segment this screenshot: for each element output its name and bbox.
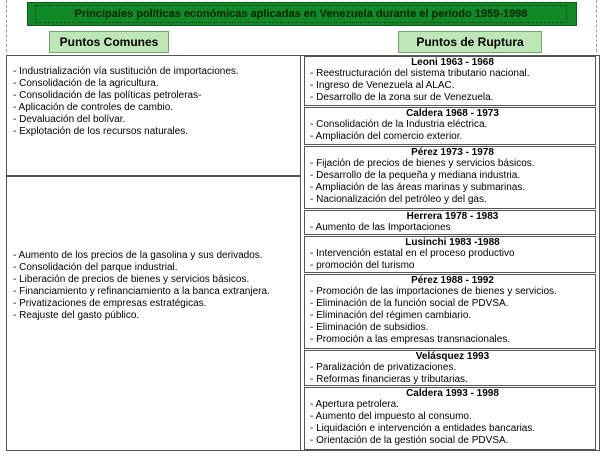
list-item: - Reestructuración del sistema tributario nacional. — [310, 68, 530, 79]
rupture-box-caldera-1993 — [304, 387, 596, 450]
rupture-box-perez-1973 — [304, 146, 596, 209]
list-item: - Ampliación del comercio exterior. — [310, 131, 463, 142]
list-item: - Reformas financieras y tributarias. — [310, 374, 468, 385]
period-header: Lusinchi 1983 -1988 — [405, 237, 500, 248]
list-item: - Privatizaciones de empresas estratégicas. — [13, 298, 207, 309]
period-header: Caldera 1993 - 1998 — [406, 388, 499, 399]
list-item: - Liberación de precios de bienes y servicios básicos. — [13, 274, 250, 285]
list-item: - Eliminación del régimen cambiario. — [310, 310, 472, 321]
list-item: - Aumento del impuesto al consumo. — [310, 411, 472, 422]
period-header: Caldera 1968 - 1973 — [406, 108, 499, 119]
list-item: - Aumento de las Importaciones — [310, 222, 451, 233]
list-item: - Consolidación de la agricultura. — [13, 78, 159, 89]
dashed-guide-right — [596, 0, 597, 52]
period-header: Pérez 1988 - 1992 — [411, 275, 494, 286]
list-item: - Aumento de los precios de la gasolina y sus derivados. — [13, 250, 263, 261]
list-item: - promoción del turismo — [310, 260, 415, 271]
list-item: - Paralización de privatizaciones. — [310, 362, 457, 373]
rupture-box-lusinchi — [304, 236, 596, 273]
tab-puntos-ruptura: Puntos de Ruptura — [398, 31, 542, 53]
diagram-title: Principales políticas económicas aplicadas en Venezuela durante el período 1959-1998 — [35, 5, 567, 23]
rupture-box-perez-1988 — [304, 274, 596, 349]
list-item: - Reajuste del gasto público. — [13, 310, 140, 321]
period-header: Pérez 1973 - 1978 — [411, 147, 494, 158]
list-item: - Nacionalización del petróleo y del gas. — [310, 194, 487, 205]
list-item: - Industrialización vía sustitución de importaciones. — [13, 66, 239, 77]
list-item: - Eliminación de subsidios. — [310, 322, 429, 333]
rupture-box-leoni — [304, 56, 596, 106]
list-item: - Devaluación del bolívar. — [13, 114, 126, 125]
list-item: - Desarrollo de la zona sur de Venezuela. — [310, 92, 494, 103]
list-item: - Promoción de las importaciones de bienes y servicios. — [310, 286, 557, 297]
list-item: - Orientación de la gestión social de PDVSA. — [310, 435, 509, 446]
period-header: Leoni 1963 - 1968 — [411, 57, 494, 68]
list-item: - Aplicación de controles de cambio. — [13, 102, 174, 113]
dashed-guide-left — [6, 0, 7, 52]
list-item: - Liquidación e intervención a entidades bancarias. — [310, 423, 536, 434]
rupture-box-caldera-1968 — [304, 107, 596, 145]
list-item: - Ampliación de las áreas marinas y submarinas. — [310, 182, 526, 193]
list-item: - Consolidación de las políticas petroleras- — [13, 90, 202, 101]
list-item: - Desarrollo de la pequeña y mediana industria. — [310, 170, 521, 181]
period-header: Velásquez 1993 — [415, 351, 490, 362]
list-item: - Apertura petrolera. — [310, 399, 399, 410]
tab-puntos-comunes: Puntos Comunes — [49, 31, 169, 53]
period-header: Herrera 1978 - 1983 — [406, 211, 499, 222]
rupture-box-herrera — [304, 210, 596, 235]
common-panel-bottom — [6, 176, 301, 451]
list-item: - Explotación de los recursos naturales. — [13, 126, 189, 137]
list-item: - Fijación de precios de bienes y servicios básicos. — [310, 158, 535, 169]
rupture-box-velasquez — [304, 350, 596, 386]
list-item: - Intervención estatal en el proceso productivo — [310, 248, 515, 259]
list-item: - Ingreso de Venezuela al ALAC. — [310, 80, 455, 91]
common-panel-top — [6, 55, 301, 176]
list-item: - Eliminación de la función social de PDVSA. — [310, 298, 509, 309]
list-item: - Promoción a las empresas transnacionales. — [310, 334, 511, 345]
list-item: - Consolidación de la Industria eléctrica. — [310, 119, 488, 130]
list-item: - Consolidación del parque industrial. — [13, 262, 178, 273]
list-item: - Financiamiento y refinanciamiento a la banca extranjera. — [13, 286, 270, 297]
